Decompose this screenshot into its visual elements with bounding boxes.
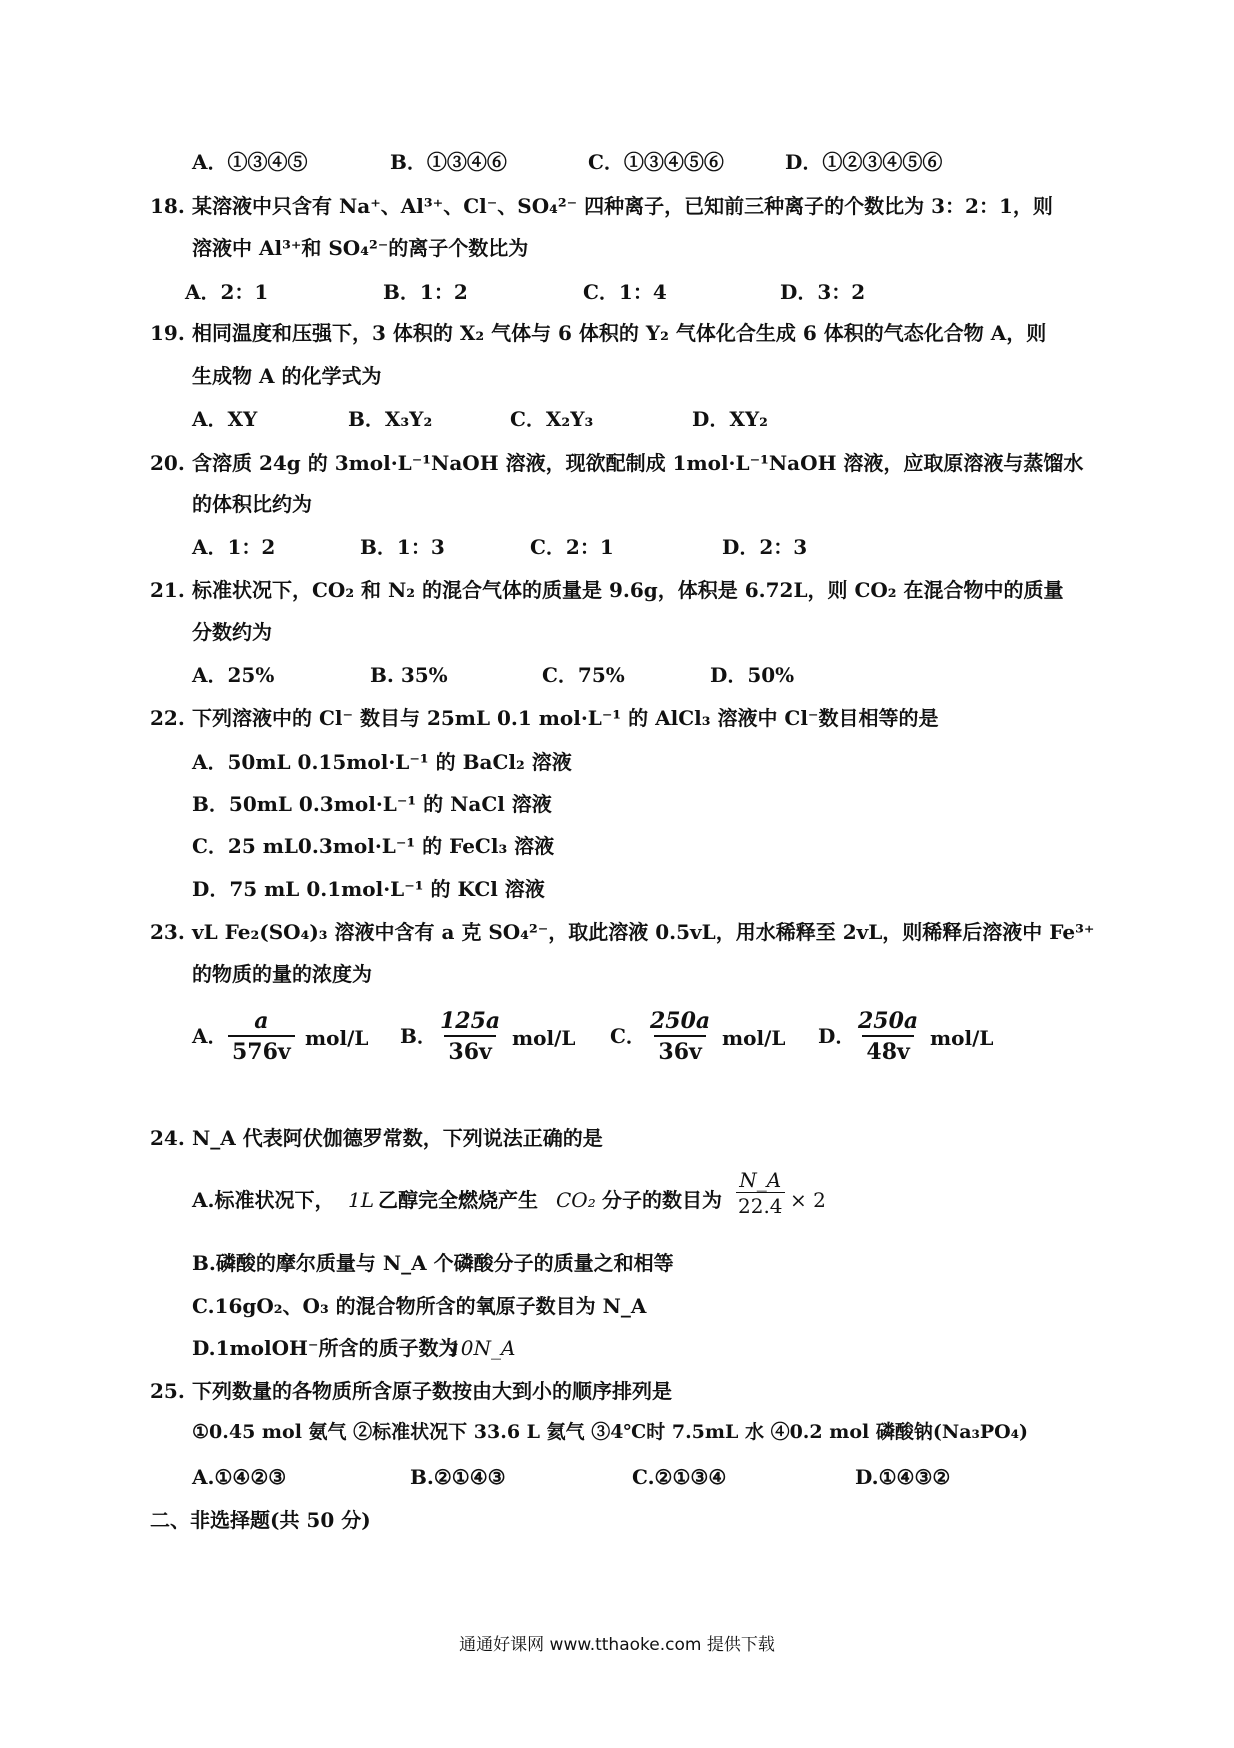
option-b: B．1：3 [360, 535, 445, 559]
option-a-fraction [228, 1010, 295, 1063]
option-c: C．75% [542, 663, 625, 687]
option-d-fraction [854, 1010, 922, 1063]
option-a-math-co2: CO₂ [556, 1188, 596, 1212]
q17-option-b: B．①③④⑥ [390, 150, 507, 174]
option-b-unit: mol/L [512, 1026, 576, 1050]
option-c: C．25 mL0.3mol·L⁻¹ 的 FeCl₃ 溶液 [192, 834, 555, 858]
fraction-denominator: 36v [654, 1035, 705, 1063]
question-text: 含溶质 24g 的 3mol·L⁻¹NaOH 溶液，现欲配制成 1mol·L⁻¹NaOH 溶液，应取原溶液与蒸馏水 [192, 451, 1084, 475]
page-footer: 通通好课网 www.tthaoke.com 提供下载 [459, 1635, 775, 1655]
option-c-label: C． [610, 1024, 646, 1048]
fraction-denominator: 48v [862, 1035, 913, 1063]
option-b: B．X₃Y₂ [348, 407, 433, 431]
q17-option-c: C．①③④⑤⑥ [588, 150, 724, 174]
option-c: C．X₂Y₃ [510, 407, 594, 431]
option-b-fraction [436, 1010, 504, 1063]
q17-option-a: A．①③④⑤ [192, 150, 308, 174]
option-b: B．1：2 [383, 280, 468, 304]
option-c: C.16gO₂、O₃ 的混合物所含的氧原子数目为 N_A [192, 1294, 647, 1318]
question-number: 22. [150, 706, 185, 730]
question-text: 溶液中 Al³⁺和 SO₄²⁻的离子个数比为 [192, 236, 529, 260]
option-a-label: A． [192, 1024, 228, 1048]
option-a-unit: mol/L [305, 1026, 369, 1050]
option-a-prefix: A.标准状况下， [192, 1188, 335, 1212]
section-heading: 二、非选择题(共 50 分) [150, 1508, 371, 1532]
option-a: A.①④②③ [192, 1465, 287, 1489]
option-b: B．50mL 0.3mol·L⁻¹ 的 NaCl 溶液 [192, 792, 552, 816]
question-number: 21. [150, 578, 185, 602]
question-text: 相同温度和压强下，3 体积的 X₂ 气体与 6 体积的 Y₂ 气体化合生成 6 体积的气态化合物 A，则 [192, 321, 1047, 345]
option-a: A．2：1 [185, 280, 269, 304]
option-d-label: D． [818, 1024, 856, 1048]
option-a-fraction [736, 1170, 785, 1216]
option-c: C．2：1 [530, 535, 614, 559]
question-text: 某溶液中只含有 Na⁺、Al³⁺、Cl⁻、SO₄²⁻ 四种离子，已知前三种离子的个数比为 3：2：1，则 [192, 194, 1053, 218]
fraction-numerator: 250a [858, 1008, 919, 1034]
option-a: A．1：2 [192, 535, 276, 559]
option-a: A．XY [192, 407, 258, 431]
option-d-prefix: D.1molOH⁻所含的质子数为 [192, 1336, 459, 1360]
question-text: N_A 代表阿伏伽德罗常数，下列说法正确的是 [192, 1126, 603, 1150]
option-a-math-volume: 1L [348, 1188, 375, 1212]
option-c-fraction [646, 1010, 714, 1063]
option-c-unit: mol/L [722, 1026, 786, 1050]
option-c: C.②①③④ [632, 1465, 727, 1489]
question-text: 下列溶液中的 Cl⁻ 数目与 25mL 0.1 mol·L⁻¹ 的 AlCl₃ 溶液中 Cl⁻数目相等的是 [192, 706, 939, 730]
option-d: D．75 mL 0.1mol·L⁻¹ 的 KCl 溶液 [192, 877, 545, 901]
question-text: 的体积比约为 [192, 492, 312, 516]
option-a-suffix: 分子的数目为 [602, 1188, 722, 1212]
question-number: 20. [150, 451, 185, 475]
option-a-times: × 2 [790, 1188, 826, 1212]
question-text: vL Fe₂(SO₄)₃ 溶液中含有 a 克 SO₄²⁻，取此溶液 0.5vL，用水稀释至 2vL，则稀释后溶液中 Fe³⁺ [192, 920, 1095, 944]
option-c: C．1：4 [583, 280, 667, 304]
question-number: 19. [150, 321, 185, 345]
fraction-numerator: 125a [440, 1008, 501, 1034]
question-number: 25. [150, 1379, 185, 1403]
fraction-numerator: 250a [650, 1008, 711, 1034]
option-d: D．50% [710, 663, 795, 687]
option-d: D．3：2 [780, 280, 866, 304]
option-a: A．50mL 0.15mol·L⁻¹ 的 BaCl₂ 溶液 [192, 750, 572, 774]
fraction-denominator: 576v [228, 1035, 295, 1063]
question-number: 24. [150, 1126, 185, 1150]
option-b: B.②①④③ [410, 1465, 506, 1489]
option-a-middle: 乙醇完全燃烧产生 [378, 1188, 538, 1212]
option-d-math: 10N_A [448, 1336, 516, 1360]
q17-option-d: D．①②③④⑤⑥ [785, 150, 943, 174]
option-b: B. 35% [370, 663, 448, 687]
option-d: D．XY₂ [692, 407, 768, 431]
option-d-unit: mol/L [930, 1026, 994, 1050]
question-text: 生成物 A 的化学式为 [192, 364, 382, 388]
question-number: 18. [150, 194, 185, 218]
question-number: 23. [150, 920, 185, 944]
fraction-denominator: 22.4 [738, 1194, 783, 1218]
question-text: 下列数量的各物质所含原子数按由大到小的顺序排列是 [192, 1379, 672, 1403]
option-d: D.①④③② [855, 1465, 951, 1489]
question-text: 分数约为 [192, 620, 272, 644]
option-b: B.磷酸的摩尔质量与 N_A 个磷酸分子的质量之和相等 [192, 1251, 674, 1275]
option-a: A．25% [192, 663, 275, 687]
question-text: 的物质的量的浓度为 [192, 962, 372, 986]
question-items: ①0.45 mol 氨气 ②标准状况下 33.6 L 氦气 ③4℃时 7.5mL 水 ④0.2 mol 磷酸钠(Na₃PO₄) [192, 1421, 1029, 1443]
question-text: 标准状况下，CO₂ 和 N₂ 的混合气体的质量是 9.6g，体积是 6.72L，则 CO₂ 在混合物中的质量 [192, 578, 1064, 602]
fraction-numerator: a [254, 1008, 269, 1034]
option-b-label: B． [400, 1024, 437, 1048]
fraction-denominator: 36v [444, 1035, 495, 1063]
option-d: D．2：3 [722, 535, 808, 559]
fraction-numerator: N_A [739, 1168, 782, 1192]
